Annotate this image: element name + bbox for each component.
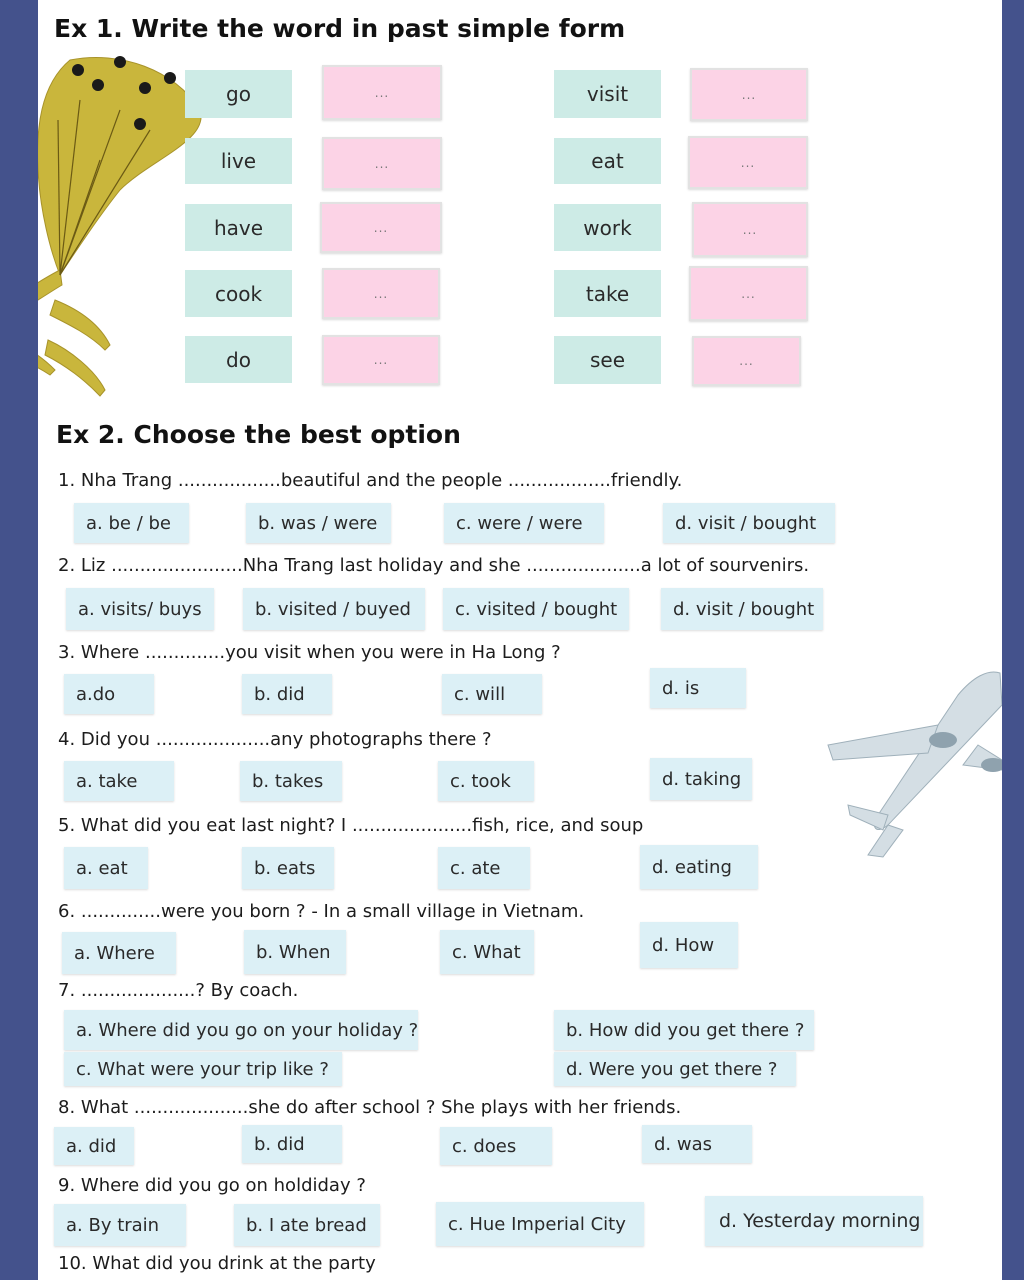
q9-option-c[interactable]: c. Hue Imperial City [436, 1202, 644, 1246]
question-6: 6. ..............were you born ? - In a small village in Vietnam. [58, 901, 585, 922]
q4-option-d[interactable]: d. taking [650, 758, 752, 800]
answer-cook[interactable]: ... [322, 268, 440, 319]
answer-take[interactable]: ... [689, 266, 808, 321]
q9-option-b[interactable]: b. I ate bread [234, 1204, 380, 1246]
question-4: 4. Did you ....................any photographs there ? [58, 729, 492, 750]
answer-live[interactable]: ... [322, 137, 442, 190]
answer-see[interactable]: ... [692, 336, 801, 386]
q4-option-a[interactable]: a. take [64, 761, 174, 801]
q4-option-b[interactable]: b. takes [240, 761, 342, 801]
question-10: 10. What did you drink at the party [58, 1253, 376, 1274]
word-see: see [554, 336, 661, 384]
word-visit: visit [554, 70, 661, 118]
q2-option-b[interactable]: b. visited / buyed [243, 588, 425, 630]
q5-option-d[interactable]: d. eating [640, 845, 758, 889]
word-eat: eat [554, 138, 661, 184]
question-2: 2. Liz .......................Nha Trang last holiday and she ....................a lot of sourvenirs. [58, 555, 810, 576]
word-have: have [185, 204, 292, 251]
question-8: 8. What ....................she do after school ? She plays with her friends. [58, 1097, 682, 1118]
question-5: 5. What did you eat last night? I .....................fish, rice, and soup [58, 815, 644, 836]
question-9: 9. Where did you go on holdiday ? [58, 1175, 366, 1196]
answer-go[interactable]: ... [322, 65, 442, 120]
q6-option-c[interactable]: c. What [440, 930, 534, 974]
q5-option-b[interactable]: b. eats [242, 847, 334, 889]
word-live: live [185, 138, 292, 184]
q5-option-c[interactable]: c. ate [438, 847, 530, 889]
q6-option-a[interactable]: a. Where [62, 932, 176, 974]
answer-have[interactable]: ... [320, 202, 442, 253]
q7-option-a[interactable]: a. Where did you go on your holiday ? [64, 1010, 418, 1050]
word-do: do [185, 336, 292, 383]
ex1-title: Ex 1. Write the word in past simple form [54, 14, 626, 43]
q3-option-b[interactable]: b. did [242, 674, 332, 714]
q3-option-c[interactable]: c. will [442, 674, 542, 714]
q3-option-a[interactable]: a.do [64, 674, 154, 714]
q2-option-d[interactable]: d. visit / bought [661, 588, 823, 630]
q1-option-b[interactable]: b. was / were [246, 503, 391, 543]
q6-option-b[interactable]: b. When [244, 930, 346, 974]
q9-option-a[interactable]: a. By train [54, 1204, 186, 1246]
q8-option-d[interactable]: d. was [642, 1125, 752, 1163]
q1-option-a[interactable]: a. be / be [74, 503, 189, 543]
q2-option-a[interactable]: a. visits/ buys [66, 588, 214, 630]
q7-option-d[interactable]: d. Were you get there ? [554, 1052, 796, 1086]
q7-option-c[interactable]: c. What were your trip like ? [64, 1052, 342, 1086]
word-go: go [185, 70, 292, 118]
answer-do[interactable]: ... [322, 335, 440, 385]
answer-visit[interactable]: ... [690, 68, 808, 121]
question-3: 3. Where ..............you visit when you were in Ha Long ? [58, 642, 561, 663]
ex2-title: Ex 2. Choose the best option [56, 420, 461, 449]
q6-option-d[interactable]: d. How [640, 922, 738, 968]
answer-work[interactable]: ... [692, 202, 808, 257]
q1-option-c[interactable]: c. were / were [444, 503, 604, 543]
word-work: work [554, 204, 661, 251]
q8-option-c[interactable]: c. does [440, 1127, 552, 1165]
question-7: 7. ....................? By coach. [58, 980, 299, 1001]
q2-option-c[interactable]: c. visited / bought [443, 588, 629, 630]
word-take: take [554, 270, 661, 317]
q8-option-a[interactable]: a. did [54, 1127, 134, 1165]
q1-option-d[interactable]: d. visit / bought [663, 503, 835, 543]
word-cook: cook [185, 270, 292, 317]
q8-option-b[interactable]: b. did [242, 1125, 342, 1163]
q7-option-b[interactable]: b. How did you get there ? [554, 1010, 814, 1050]
q9-option-d[interactable]: d. Yesterday morning [705, 1196, 923, 1246]
question-1: 1. Nha Trang ..................beautiful and the people ..................friendly. [58, 470, 683, 491]
airplane-decoration [788, 665, 1002, 865]
answer-eat[interactable]: ... [688, 136, 808, 189]
q4-option-c[interactable]: c. took [438, 761, 534, 801]
worksheet [38, 0, 1002, 1280]
q3-option-d[interactable]: d. is [650, 668, 746, 708]
q5-option-a[interactable]: a. eat [64, 847, 148, 889]
